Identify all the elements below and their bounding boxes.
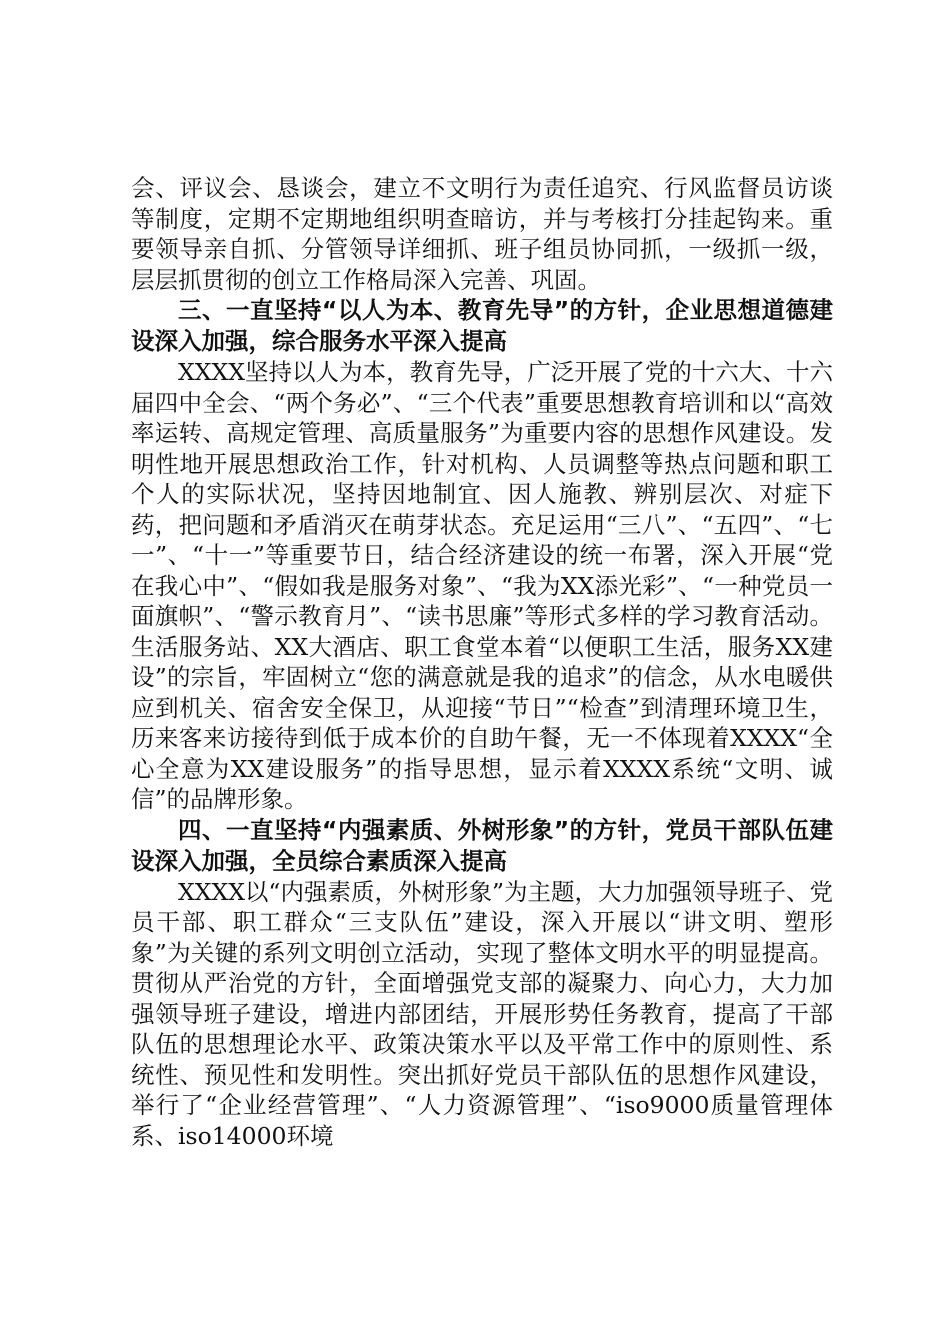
section-heading-3: 三、一直坚持“以人为本、教育先导”的方针，企业思想道德建设深入加强，综合服务水平深入提高: [131, 296, 833, 355]
body-paragraph: XXXX以“内强素质，外树形象”为主题，大力加强领导班子、党员干部、职工群众“三支队伍”建设，深入开展以“讲文明、塑形象”为关键的系列文明创立活动，实现了整体文明水平的明显提高。贯彻从严治党的方针，全面增强党支部的凝聚力、向心力，大力加强领导班子建设，增进内部团结，开展形势任务教育，提高了干部队伍的思想理论水平、政策决策水平以及平常工作中的原则性、系统性、预见性和发明性。突出抓好党员干部队伍的思想作风建设，举行了“企业经营管理”、“人力资源管理”、“iso9000质量管理体系、iso14000环境: [131, 877, 833, 1150]
body-paragraph: 会、评议会、恳谈会，建立不文明行为责任追究、行风监督员访谈等制度，定期不定期地组织明查暗访，并与考核打分挂起钩来。重要领导亲自抓、分管领导详细抓、班子组员协同抓，一级抓一级，层层抓贯彻的创立工作格局深入完善、巩固。: [131, 174, 833, 294]
document-page: [131, 173, 833, 1151]
section-heading-4: 四、一直坚持“内强素质、外树形象”的方针，党员干部队伍建设深入加强，全员综合素质深入提高: [131, 815, 833, 875]
body-paragraph: XXXX坚持以人为本，教育先导，广泛开展了党的十六大、十六届四中全会、“两个务必”、“三个代表”重要思想教育培训和以“高效率运转、高规定管理、高质量服务”为重要内容的思想作风建设。发明性地开展思想政治工作，针对机构、人员调整等热点问题和职工个人的实际状况，坚持因地制宜、因人施教、辨别层次、对症下药，把问题和矛盾消灭在萌芽状态。充足运用“三八”、“五四”、“七一”、“十一”等重要节日，结合经济建设的统一布署，深入开展“党在我心中”、“假如我是服务对象”、“我为XX添光彩”、“一种党员一面旗帜”、“警示教育月”、“读书思廉”等形式多样的学习教育活动。生活服务站、XX大酒店、职工食堂本着“以便职工生活，服务XX建设”的宗旨，牢固树立“您的满意就是我的追求”的信念，从水电暖供应到机关、宿舍安全保卫，从迎接“节日”“检查”到清理环境卫生，历来客来访接待到低于成本价的自助午餐，无一不体现着XXXX“全心全意为XX建设服务”的指导思想，显示着XXXX系统“文明、诚信”的品牌形象。: [131, 358, 833, 813]
